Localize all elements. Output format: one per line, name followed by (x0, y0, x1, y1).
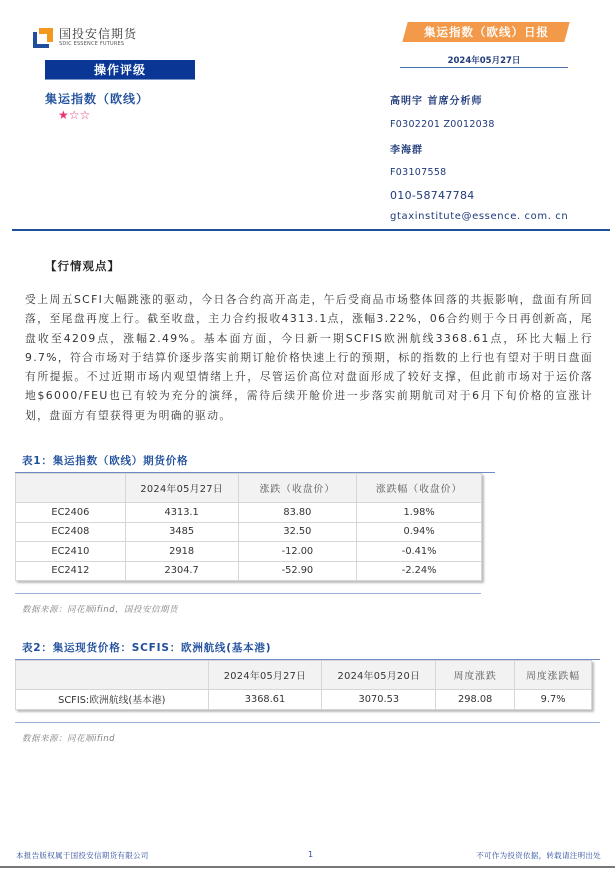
table2-bottom-rule (15, 722, 600, 723)
table-cell: 3485 (125, 522, 238, 542)
market-view-heading: 【行情观点】 (45, 259, 120, 273)
table2-caption: 表2：集运现货价格：SCFIS：欧洲航线(基本港) (22, 642, 272, 654)
table-cell: 3368.61 (208, 690, 322, 710)
table-header-cell: 涨跌（收盘价） (238, 474, 357, 503)
table-cell: 2304.7 (125, 561, 238, 581)
table-cell: EC2410 (16, 542, 126, 562)
company-logo (33, 27, 137, 48)
table-cell: EC2412 (16, 561, 126, 581)
table-header-cell: 周度涨跌幅 (515, 661, 592, 690)
table-cell: 0.94% (357, 522, 482, 542)
table2-source: 数据来源：同花顺ifind (22, 734, 115, 744)
table-cell: EC2406 (16, 503, 126, 523)
table-cell: EC2408 (16, 522, 126, 542)
table-cell: 32.50 (238, 522, 357, 542)
table-header-cell: 2024年05月20日 (322, 661, 436, 690)
analyst-1-id: F0302201 Z0012038 (390, 119, 495, 130)
table1-caption: 表1：集运指数（欧线）期货价格 (22, 455, 189, 467)
logo-name-en: SDIC ESSENCE FUTURES (59, 41, 125, 47)
analyst-1-name: 高明宇 首席分析师 (390, 96, 483, 107)
futures-price-table (15, 473, 482, 581)
header-divider (12, 229, 610, 231)
footer-copyright: 本报告版权属于国投安信期货有限公司 (16, 851, 149, 860)
table-cell: 1.98% (357, 503, 482, 523)
rating-stars-icon: ★☆☆ (58, 108, 91, 122)
report-date: 2024年05月27日 (447, 56, 521, 66)
table-header-cell: 周度涨跌 (436, 661, 515, 690)
table-row (16, 542, 482, 562)
table-header-cell (16, 474, 126, 503)
logo-mark-icon (33, 28, 53, 48)
table-header-row (16, 474, 482, 503)
spot-price-table (15, 660, 592, 710)
table-cell: SCFIS:欧洲航线(基本港) (16, 690, 209, 710)
table-cell: 4313.1 (125, 503, 238, 523)
date-divider (400, 67, 568, 68)
table-cell: -2.24% (357, 561, 482, 581)
table-row (16, 690, 592, 710)
table-cell: 3070.53 (322, 690, 436, 710)
table-cell: -0.41% (357, 542, 482, 562)
contact-phone: 010-58747784 (390, 189, 475, 202)
report-title-banner (405, 22, 567, 42)
table-header-row (16, 661, 592, 690)
table-cell: 2918 (125, 542, 238, 562)
table-header-cell (16, 661, 209, 690)
table-cell: 83.80 (238, 503, 357, 523)
analyst-2-id: F03107558 (390, 167, 447, 178)
table-row (16, 561, 482, 581)
market-view-paragraph: 受上周五SCFI大幅跳涨的驱动，今日各合约高开高走，午后受商品市场整体回落的共振影响，盘面有所回落，至尾盘再度上行。截至收盘，主力合约报收4313.1点，涨幅3.22%，06合约则于今日再创新高，尾盘收至4209点，涨幅2.49%。基本面方面，今日新一期SCFIS欧洲航线3368.61点，环比大幅上行9.7%，符合市场对于结算价逐步落实前期订舱价格快速上行的预期，标的指数的上行也有望对于明日盘面有所提振。不过近期市场内观望情绪上升，尽管运价高位对盘面形成了较好支撑，但此前市场对于运价落地$6000/FEU也已有较为充分的演绎，需待后续开舱价进一步落实前期航司对于6月下旬价格的宣涨计划，盘面方有望获得更为明确的驱动。 (25, 293, 593, 422)
table-row (16, 503, 482, 523)
table-header-cell: 2024年05月27日 (208, 661, 322, 690)
table-header-cell: 涨跌幅（收盘价） (357, 474, 482, 503)
report-title: 集运指数（欧线）日报 (423, 25, 549, 39)
table-cell: -52.90 (238, 561, 357, 581)
page-number: 1 (308, 850, 314, 859)
logo-name-cn: 国投安信期货 (59, 27, 138, 41)
table-header-cell: 2024年05月27日 (125, 474, 238, 503)
rating-product: 集运指数（欧线） (45, 92, 150, 106)
table1-bottom-rule (15, 593, 481, 594)
analyst-2-name: 李海群 (390, 145, 423, 156)
table1-source: 数据来源：同花顺ifind，国投安信期货 (22, 605, 178, 615)
footer-divider (0, 866, 615, 868)
contact-email[interactable]: gtaxinstitute@essence. com. cn (390, 211, 569, 222)
table-cell: 9.7% (515, 690, 592, 710)
table-cell: 298.08 (436, 690, 515, 710)
table-cell: -12.00 (238, 542, 357, 562)
footer-disclaimer: 不可作为投资依据，转载请注明出处 (476, 851, 601, 860)
table-row (16, 522, 482, 542)
table1-top-rule-ext (195, 472, 495, 473)
rating-label: 操作评级 (45, 60, 195, 80)
